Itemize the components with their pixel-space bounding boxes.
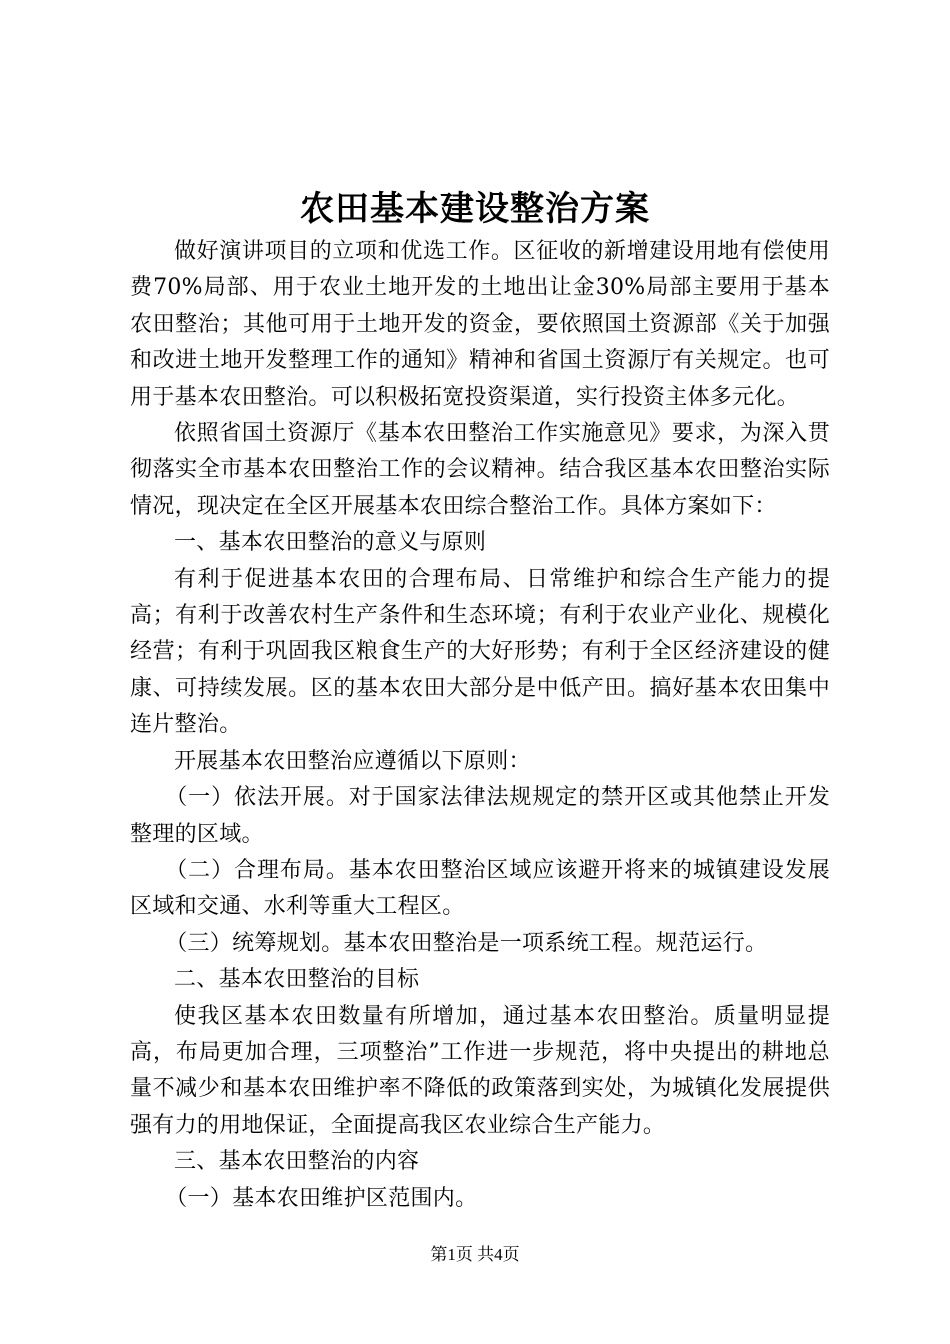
section-heading-1: 一、基本农田整治的意义与原则: [174, 530, 487, 556]
paragraph-intro: 依照省国土资源厅《基本农田整治工作实施意见》要求，为深入贯彻落实全市基本农田整治工作的会议精神。结合我区基本农田整治实际情况，现决定在全区开展基本农田综合整治工作。具体方案如下：: [130, 421, 830, 519]
content-item-1: （一）基本农田维护区范围内。: [165, 1185, 478, 1211]
paragraph-significance: 有利于促进基本农田的合理布局、日常维护和综合生产能力的提高；有利于改善农村生产条件和生态环境；有利于农业产业化、规模化经营；有利于巩固我区粮食生产的大好形势；有利于全区经济建设的健康、可持续发展。区的基本农田大部分是中低产田。搞好基本农田集中连片整治。: [130, 566, 830, 738]
page-number: 第1页 共4页: [430, 1245, 520, 1264]
page-title: 农田基本建设整治方案: [300, 189, 650, 229]
paragraph-goals: 使我区基本农田数量有所增加，通过基本农田整治。质量明显提高，布局更加合理，三项整治”工作进一步规范，将中央提出的耕地总量不减少和基本农田维护率不降低的政策落到实处，为城镇化发展提供强有力的用地保证，全面提高我区农业综合生产能力。: [130, 1003, 830, 1138]
section-heading-3: 三、基本农田整治的内容: [174, 1149, 420, 1175]
section-heading-2: 二、基本农田整治的目标: [174, 967, 420, 993]
principle-item-3: （三）统筹规划。基本农田整治是一项系统工程。规范运行。: [165, 930, 768, 956]
principle-item-2: （二）合理布局。基本农田整治区域应该避开将来的城镇建设发展区域和交通、水利等重大工程区。: [130, 857, 830, 920]
paragraph-funding: 做好演讲项目的立项和优选工作。区征收的新增建设用地有偿使用费70%局部、用于农业土地开发的土地出让金30%局部主要用于基本农田整治；其他可用于土地开发的资金，要依照国土资源部《关于加强和改进土地开发整理工作的通知》精神和省国土资源厅有关规定。也可用于基本农田整治。可以积极拓宽投资渠道，实行投资主体多元化。: [130, 239, 830, 410]
paragraph-principles-intro: 开展基本农田整治应遵循以下原则：: [174, 748, 531, 774]
document-body: [130, 234, 830, 1217]
principle-item-1: （一）依法开展。对于国家法律法规规定的禁开区或其他禁止开发整理的区域。: [130, 785, 830, 847]
